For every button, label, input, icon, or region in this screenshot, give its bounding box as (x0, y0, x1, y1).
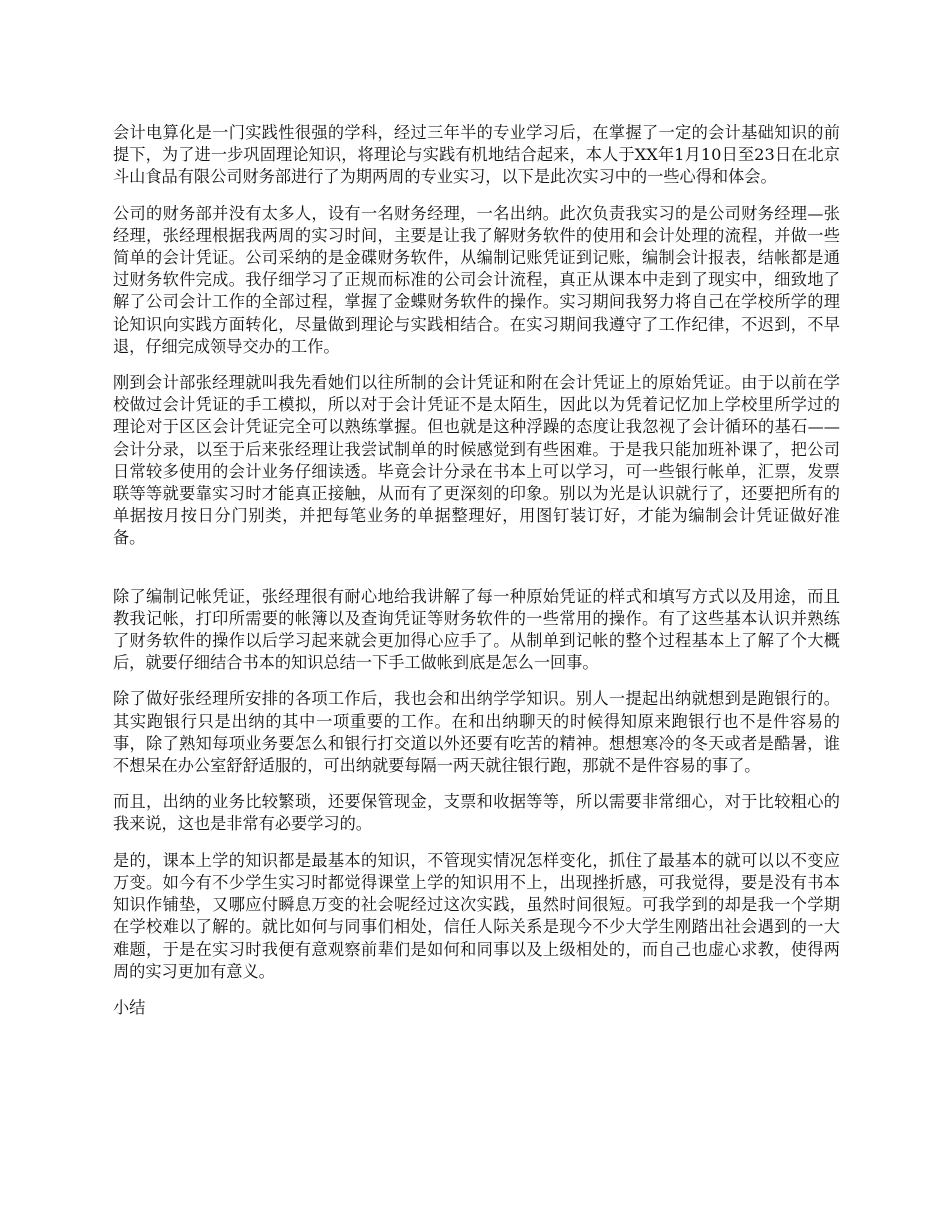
document-body (113, 122, 840, 1033)
paragraph-cashier: 除了做好张经理所安排的各项工作后，我也会和出纳学学知识。别人一提起出纳就想到是跑银行的。其实跑银行只是出纳的其中一项重要的工作。在和出纳聊天的时候得知原来跑银行也不是件容易的事，除了熟知每项业务要怎么和银行打交道以外还要有吃苦的精神。想想寒冷的冬天或者是酷暑，谁不想呆在办公室舒舒适服的，可出纳就要每隔一两天就往银行跑，那就不是件容易的事了。 (113, 689, 840, 776)
paragraph-bookkeeping: 除了编制记帐凭证，张经理很有耐心地给我讲解了每一种原始凭证的样式和填写方式以及用途，而且教我记帐，打印所需要的帐簿以及查询凭证等财务软件的一些常用的操作。有了这些基本认识并熟练了财务软件的操作以后学习起来就会更加得心应手了。从制单到记帐的整个过程基本上了解了个大概后，就要仔细结合书本的知识总结一下手工做帐到底是怎么一回事。 (113, 586, 840, 673)
paragraph-reflection: 是的，课本上学的知识都是最基本的知识，不管现实情况怎样变化，抓住了最基本的就可以以不变应万变。如今有不少学生实习时都觉得课堂上学的知识用不上，出现挫折感，可我觉得，要是没有书本知识作铺垫，又哪应付瞬息万变的社会呢经过这次实践，虽然时间很短。可我学到的却是我一个学期在学校难以了解的。就比如何与同事们相处，信任人际关系是现今不少大学生刚踏出社会遇到的一大难题，于是在实习时我便有意观察前辈们是如何和同事以及上级相处的，而自己也虚心求教，使得两周的实习更加有意义。 (113, 850, 840, 981)
paragraph-summary-heading: 小结 (113, 997, 146, 1017)
paragraph-finance-department: 公司的财务部并没有太多人，设有一名财务经理，一名出纳。此次负责我实习的是公司财务经理—张经理，张经理根据我两周的实习时间，主要是让我了解财务软件的使用和会计处理的流程，并做一些简单的会计凭证。公司采纳的是金碟财务软件，从编制记账凭证到记账，编制会计报表，结帐都是通过财务软件完成。我仔细学习了正规而标准的公司会计流程，真正从课本中走到了现实中，细致地了解了公司会计工作的全部过程，掌握了金蝶财务软件的操作。实习期间我努力将自己在学校所学的理论知识向实践方面转化，尽量做到理论与实践相结合。在实习期间我遵守了工作纪律，不迟到，不早退，仔细完成领导交办的工作。 (113, 203, 840, 356)
paragraph-cashier-duties: 而且，出纳的业务比较繁琐，还要保管现金，支票和收据等等，所以需要非常细心，对于比较粗心的我来说，这也是非常有必要学习的。 (113, 792, 840, 834)
paragraph-intro: 会计电算化是一门实践性很强的学科，经过三年半的专业学习后，在掌握了一定的会计基础知识的前提下，为了进一步巩固理论知识，将理论与实践有机地结合起来，本人于XX年1月10日至23日在北京斗山食品有限公司财务部进行了为期两周的专业实习，以下是此次实习中的一些心得和体会。 (113, 123, 840, 187)
paragraph-learning-vouchers: 刚到会计部张经理就叫我先看她们以往所制的会计凭证和附在会计凭证上的原始凭证。由于以前在学校做过会计凭证的手工模拟，所以对于会计凭证不是太陌生，因此以为凭着记忆加上学校里所学过的理论对于区区会计凭证完全可以熟练掌握。但也就是这种浮躁的态度让我忽视了会计循环的基石——会计分录，以至于后来张经理让我尝试制单的时候感觉到有些困难。于是我只能加班补课了，把公司日常较多使用的会计业务仔细读透。毕竟会计分录在书本上可以学习，可一些银行帐单，汇票，发票联等等就要靠实习时才能真正接触，从而有了更深刻的印象。别以为光是认识就行了，还要把所有的单据按月按日分门别类，并把每笔业务的单据整理好，用图钉装订好，才能为编制会计凭证做好准备。 (113, 373, 840, 548)
